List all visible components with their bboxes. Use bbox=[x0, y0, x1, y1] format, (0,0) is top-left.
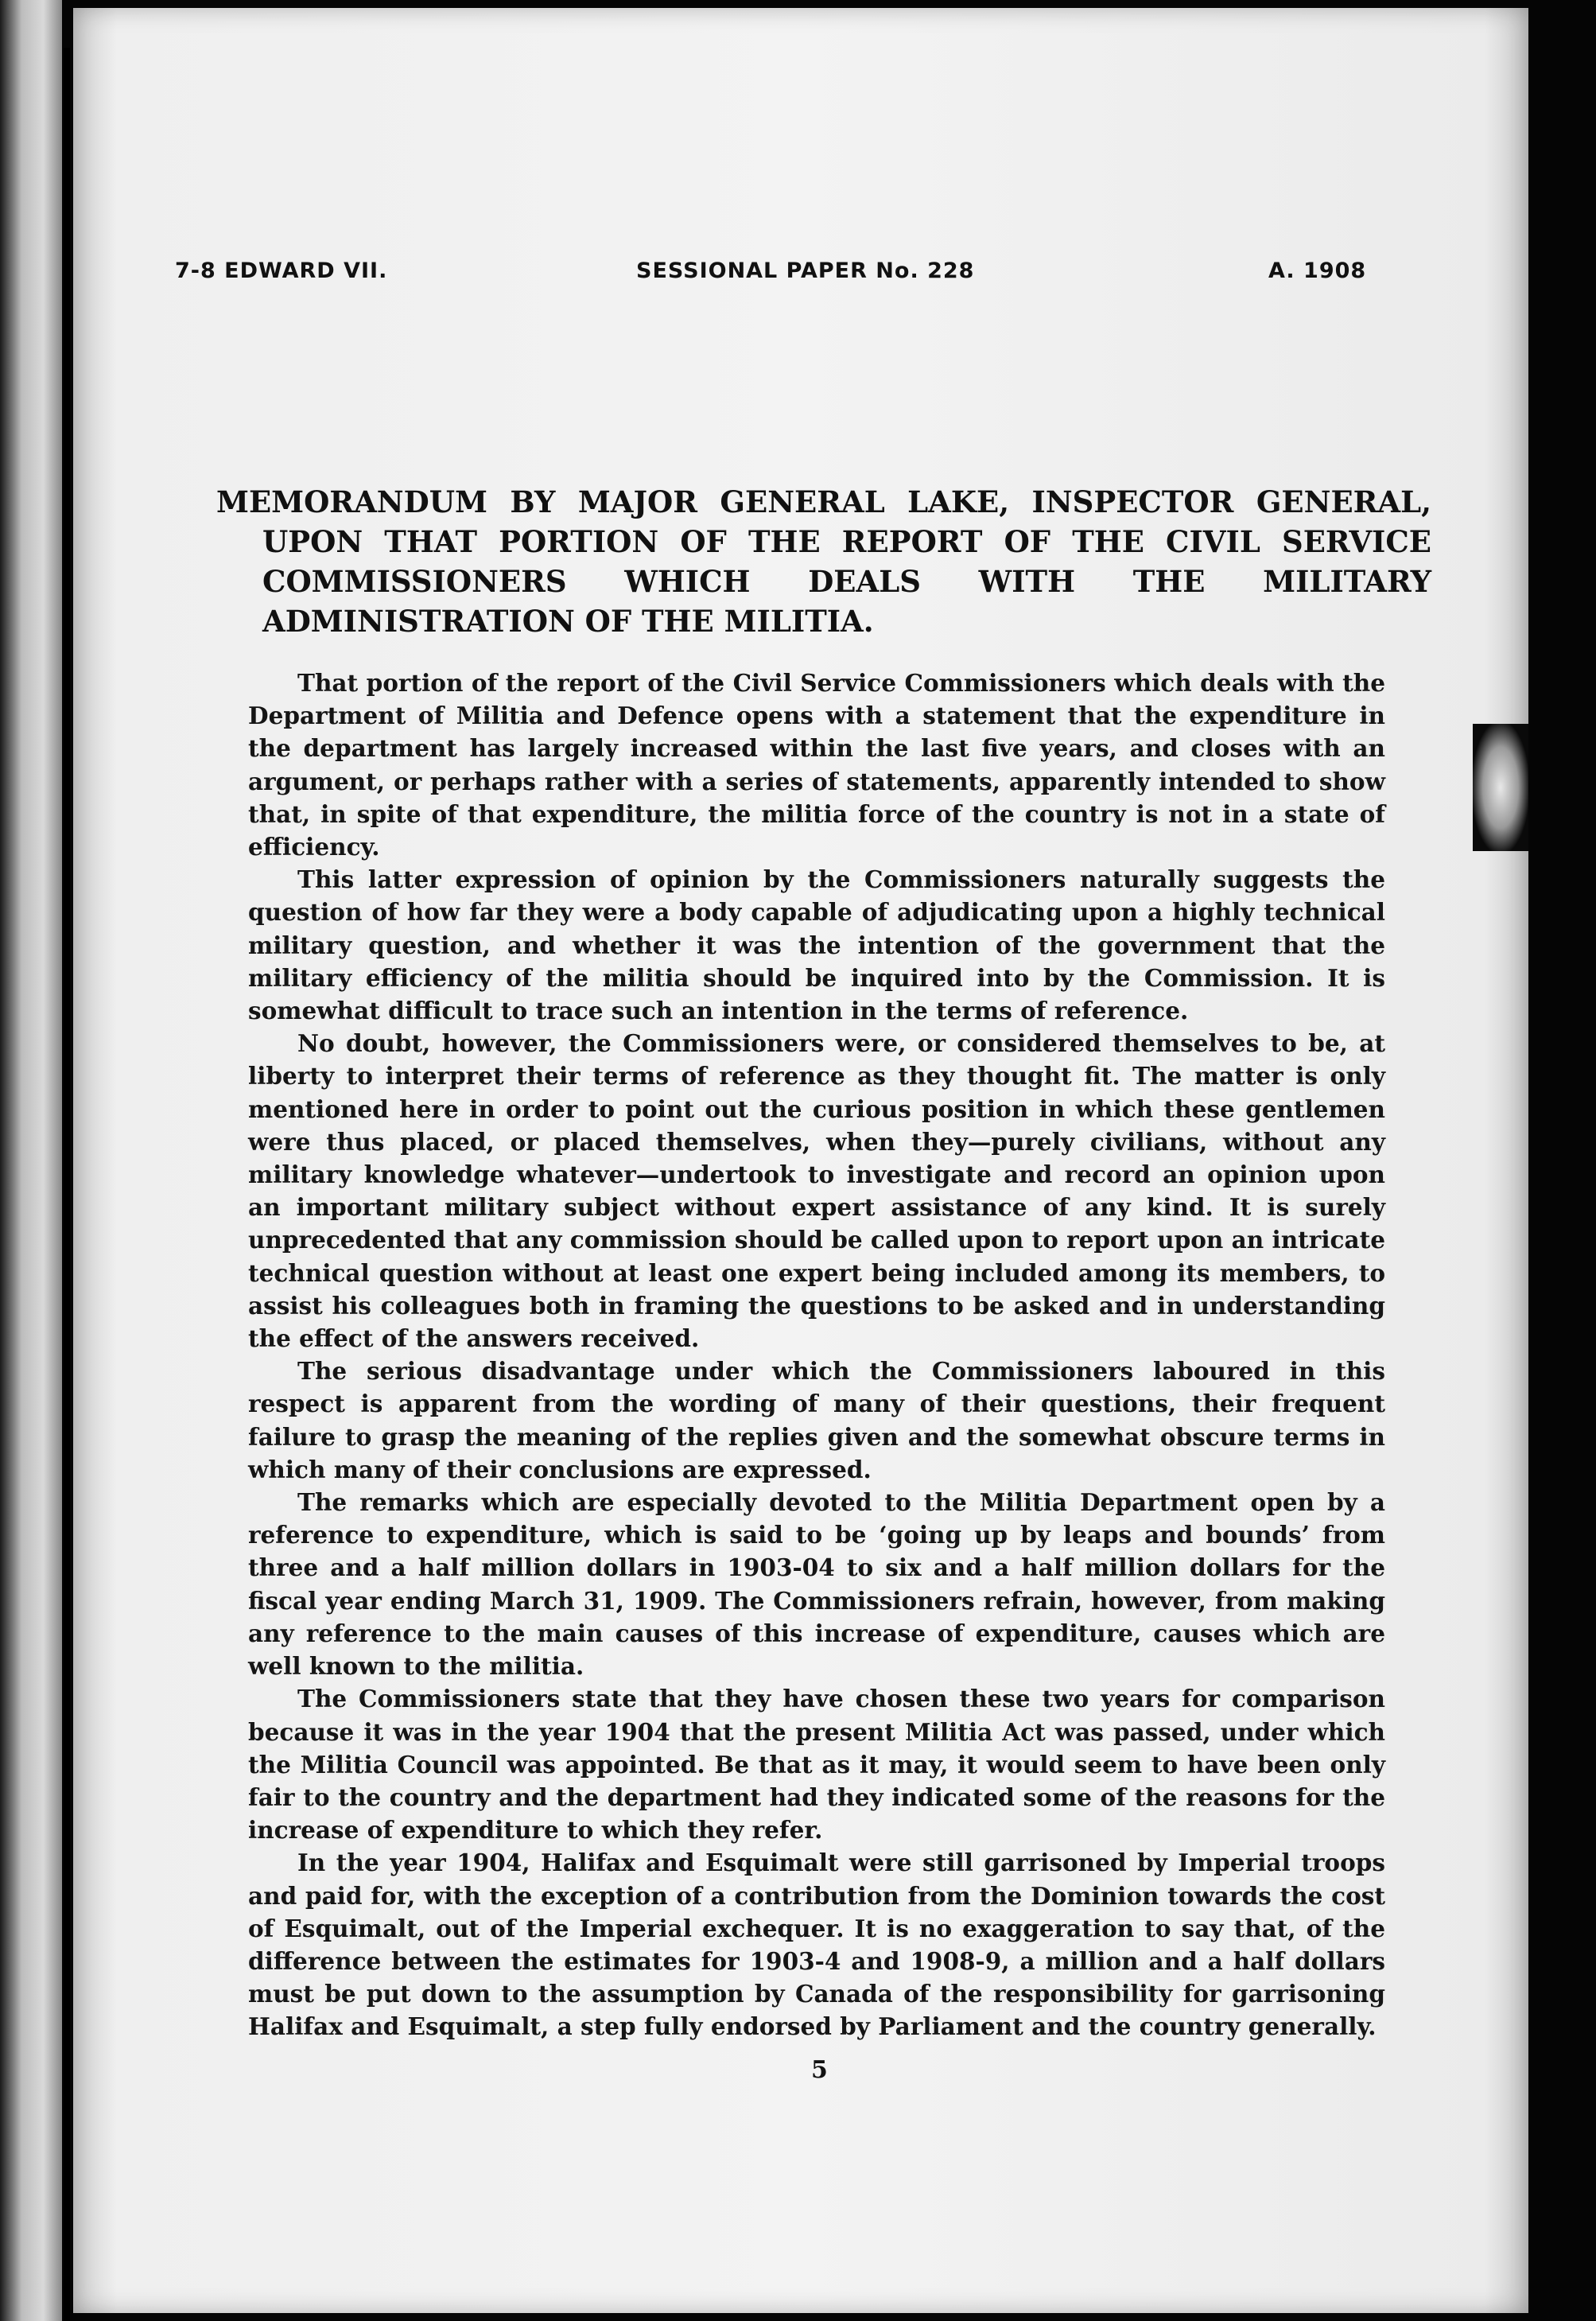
memorandum-body bbox=[248, 667, 1385, 2043]
page-number: 5 bbox=[811, 2056, 828, 2084]
paragraph: In the year 1904, Halifax and Esquimalt were still garrisoned by Imperial troops and paid for, with the exception of a contribution from the Dominion towards the cost of Esquimalt, out of the Imperial exchequer. It is no exaggeration to say that, of the difference between the estimates for 1903-4 and 1908-9, a million and a half dollars must be put down to the assumption by Canada of the responsibility for garrisoning Halifax and Esquimalt, a step fully endorsed by Parliament and the country generally. bbox=[248, 1849, 1385, 2041]
paragraph: No doubt, however, the Commissioners were, or considered themselves to be, at liberty to interpret their terms of reference as they thought fit. The matter is only mentioned here in order to point out the curious position in which these gentlemen were thus placed, or placed themselves, when they—purely civilians, without any military knowledge whatever—undertook to investigate and record an opinion upon an important military subject without expert assistance of any kind. It is surely unprecedented that any commission should be called upon to report upon an intricate technical question without at least one expert being included among its members, to assist his colleagues both in framing the questions to be asked and in understanding the effect of the answers received. bbox=[248, 1029, 1385, 1353]
running-head-left: 7-8 EDWARD VII. bbox=[175, 259, 388, 283]
paragraph: This latter expression of opinion by the Commissioners naturally suggests the question of how far they were a body capable of adjudicating upon a highly technical military question, and whether it was the intention of the government that the military efficiency of the militia should be inquired into by the Commission. It is somewhat difficult to trace such an intention in the terms of reference. bbox=[248, 865, 1385, 1025]
running-head-right: A. 1908 bbox=[1268, 259, 1367, 283]
memorandum-title: MEMORANDUM BY MAJOR GENERAL LAKE, INSPECTOR GENERAL, UPON THAT PORTION OF THE REPORT OF THE CIVIL SERVICE COMMISSIONERS WHICH DEALS WITH THE MILITARY ADMINISTRATION OF THE MILITIA. bbox=[216, 484, 1431, 639]
paragraph: The remarks which are especially devoted to the Militia Department open by a reference to expenditure, which is said to be ‘going up by leaps and bounds’ from three and a half million dollars in 1903-04 to six and a half million dollars for the fiscal year ending March 31, 1909. The Commissioners refrain, however, from making any reference to the main causes of this increase of expenditure, causes which are well known to the militia. bbox=[248, 1488, 1385, 1681]
page-edge-damage bbox=[1473, 724, 1528, 851]
binding-shadow bbox=[64, 48, 70, 2321]
paragraph: The serious disadvantage under which the Commissioners laboured in this respect is apparent from the wording of many of their questions, their frequent failure to grasp the meaning of the replies given and the somewhat obscure terms in which many of their conclusions are expressed. bbox=[248, 1357, 1385, 1483]
paragraph: The Commissioners state that they have chosen these two years for comparison because it was in the year 1904 that the present Militia Act was passed, under which the Militia Council was appointed. Be that as it may, it would seem to have been only fair to the country and the department had they indicated some of the reasons for the increase of expenditure to which they refer. bbox=[248, 1685, 1385, 1845]
running-head-center: SESSIONAL PAPER No. 228 bbox=[636, 259, 975, 283]
facing-page-edge bbox=[0, 0, 62, 2321]
paragraph: That portion of the report of the Civil Service Commissioners which deals with the Department of Militia and Defence opens with a statement that the expenditure in the department has largely increased within the last five years, and closes with an argument, or perhaps rather with a series of statements, apparently intended to show that, in spite of that expenditure, the militia force of the country is not in a state of efficiency. bbox=[248, 669, 1385, 861]
